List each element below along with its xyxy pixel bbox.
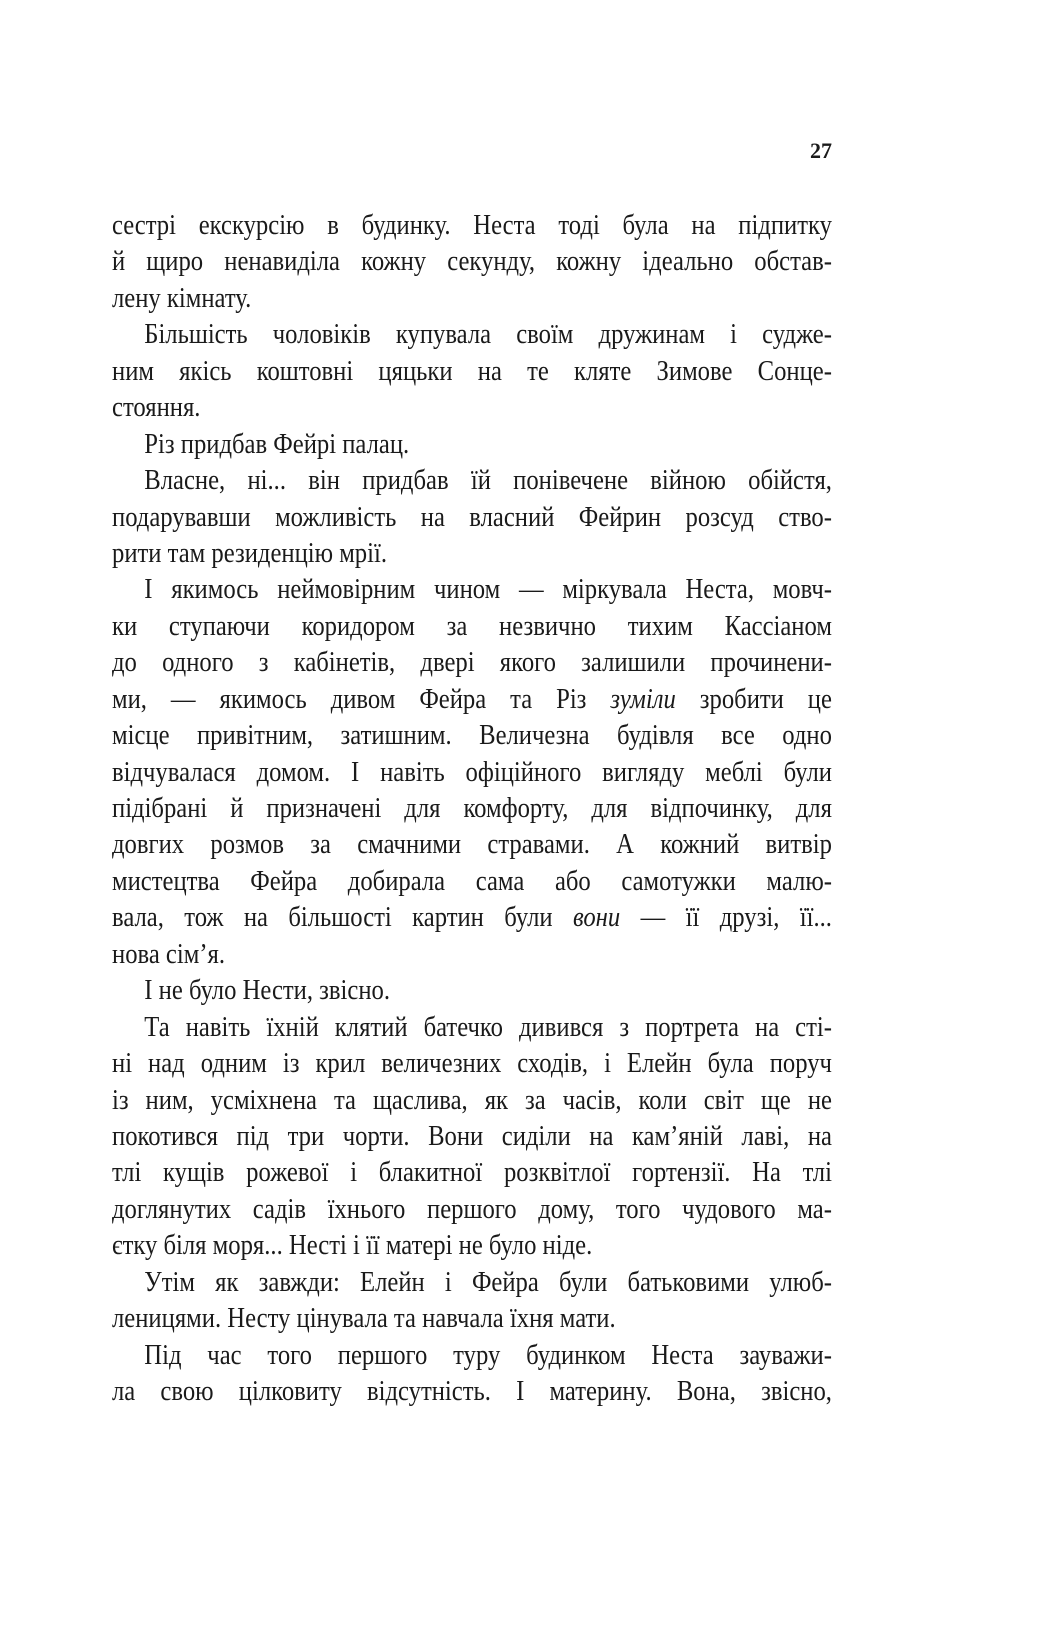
text-line [112, 389, 832, 425]
text-line-content [112, 608, 832, 644]
text-line [112, 1264, 832, 1300]
text-segment: Та навіть їхній клятий батечко дивився з портрета на сті- [144, 1010, 832, 1043]
text-segment: стояння. [112, 391, 201, 424]
text-segment: ним якісь коштовні цяцьки на те кляте Зимове Сонце- [112, 354, 832, 387]
text-segment: єтку біля моря... Несті і її матері не було ніде. [112, 1229, 593, 1262]
text-line [112, 1009, 832, 1045]
text-line-content [112, 535, 832, 571]
text-line-content [112, 1082, 832, 1118]
text-segment: ми, — якимось дивом Фейра та Різ [112, 682, 611, 715]
text-line-content [112, 499, 832, 535]
text-segment: мистецтва Фейра добирала сама або самотужки малю- [112, 864, 832, 897]
text-line [112, 1118, 832, 1154]
text-line [112, 863, 832, 899]
text-line [112, 426, 832, 462]
text-line [112, 243, 832, 279]
text-line [112, 353, 832, 389]
text-line-content [112, 972, 832, 1008]
text-line-content [112, 1264, 832, 1300]
text-line [112, 280, 832, 316]
text-segment: ла свою цілковиту відсутність. І материну. Вона, звісно, [112, 1375, 832, 1407]
text-segment: сестрі екскурсію в будинку. Неста тоді була на підпитку [112, 209, 832, 241]
text-line [112, 571, 832, 607]
text-segment: підібрані й призначені для комфорту, для відпочинку, для [112, 792, 832, 824]
text-line [112, 972, 832, 1008]
body-text [112, 207, 832, 1409]
text-segment: покотився під три чорти. Вони сиділи на кам’яній лаві, на [112, 1119, 832, 1152]
text-segment: рити там резиденцію мрії. [112, 536, 388, 569]
text-line-content [112, 280, 832, 316]
text-segment: нова сім’я. [112, 937, 226, 970]
text-segment: ки ступаючи коридором за незвично тихим Кассіаном [112, 609, 832, 642]
text-line-content [112, 389, 832, 425]
text-line [112, 1373, 832, 1409]
text-line [112, 717, 832, 753]
text-line-content [112, 754, 832, 790]
text-line-content [112, 426, 832, 462]
text-line-content [112, 936, 832, 972]
text-line-content [112, 1373, 832, 1409]
text-line-content [112, 316, 832, 352]
text-segment: леницями. Несту цінувала та навчала їхня мати. [112, 1302, 616, 1335]
text-line [112, 1300, 832, 1336]
text-line [112, 936, 832, 972]
text-line-content [112, 1227, 832, 1263]
text-line [112, 1082, 832, 1118]
text-line-content [112, 790, 832, 826]
italic-text: зуміли [610, 682, 676, 715]
text-line [112, 1191, 832, 1227]
text-segment: довгих розмов за смачними стравами. А кожний витвір [112, 828, 832, 861]
text-line-content [112, 1045, 832, 1081]
text-line-content [112, 207, 832, 243]
text-line [112, 681, 832, 717]
text-line-content [112, 717, 832, 753]
text-line [112, 535, 832, 571]
text-line [112, 754, 832, 790]
page-number: 27 [810, 138, 832, 163]
text-line [112, 1154, 832, 1190]
text-segment: зробити це [675, 682, 832, 715]
text-line-content [112, 826, 832, 862]
text-line [112, 899, 832, 935]
text-segment: й щиро ненавиділа кожну секунду, кожну ідеально обстав- [112, 245, 832, 278]
text-segment: ні над одним із крил величезних сходів, і Елейн була поруч [112, 1047, 832, 1080]
text-line [112, 644, 832, 680]
text-line [112, 462, 832, 498]
text-line-content [112, 571, 832, 607]
text-line-content [112, 1337, 832, 1373]
text-line-content [112, 1300, 832, 1336]
text-line [112, 499, 832, 535]
text-segment: подарувавши можливість на власний Фейрин розсуд ство- [112, 500, 832, 533]
text-line-content [112, 644, 832, 680]
text-line [112, 1227, 832, 1263]
text-segment: І не було Нести, звісно. [144, 974, 391, 1007]
text-line-content [112, 899, 832, 935]
text-segment: із ним, усміхнена та щаслива, як за часів, коли світ ще не [112, 1083, 832, 1116]
text-line [112, 207, 832, 243]
text-line [112, 608, 832, 644]
text-line-content [112, 1191, 832, 1227]
text-line [112, 1045, 832, 1081]
italic-text: вони [572, 901, 621, 934]
text-segment: місце привітним, затишним. Величезна будівля все одно [112, 719, 832, 752]
text-line [112, 1337, 832, 1373]
text-segment: І якимось неймовірним чином — міркувала Неста, мовч- [144, 573, 832, 606]
text-segment: тлі кущів рожевої і блакитної розквітлої гортензії. На тлі [112, 1156, 832, 1189]
text-segment: до одного з кабінетів, двері якого залишили прочинени- [112, 646, 832, 679]
text-line-content [112, 1009, 832, 1045]
text-segment: Під час того першого туру будинком Неста зауважи- [144, 1338, 832, 1371]
text-segment: Більшість чоловіків купувала своїм дружинам і судже- [144, 318, 832, 351]
text-line-content [112, 1154, 832, 1190]
text-line-content [112, 353, 832, 389]
text-segment: Різ придбав Фейрі палац. [144, 427, 410, 460]
text-segment: доглянутих садів їхнього першого дому, того чудового ма- [112, 1192, 832, 1225]
text-line [112, 316, 832, 352]
text-segment: — її друзі, її... [620, 901, 832, 934]
text-line-content [112, 462, 832, 498]
text-segment: Утім як завжди: Елейн і Фейра були батьковими улюб- [144, 1265, 832, 1298]
text-line-content [112, 1118, 832, 1154]
text-line-content [112, 243, 832, 279]
text-segment: відчувалася домом. І навіть офіційного вигляду меблі були [112, 755, 832, 788]
text-line-content [112, 681, 832, 717]
text-segment: Власне, ні... він придбав їй понівечене війною обійстя, [144, 464, 832, 497]
text-segment: вала, тож на більшості картин були [112, 901, 573, 934]
text-segment: лену кімнату. [112, 281, 252, 314]
text-line [112, 826, 832, 862]
text-line [112, 790, 832, 826]
text-line-content [112, 863, 832, 899]
